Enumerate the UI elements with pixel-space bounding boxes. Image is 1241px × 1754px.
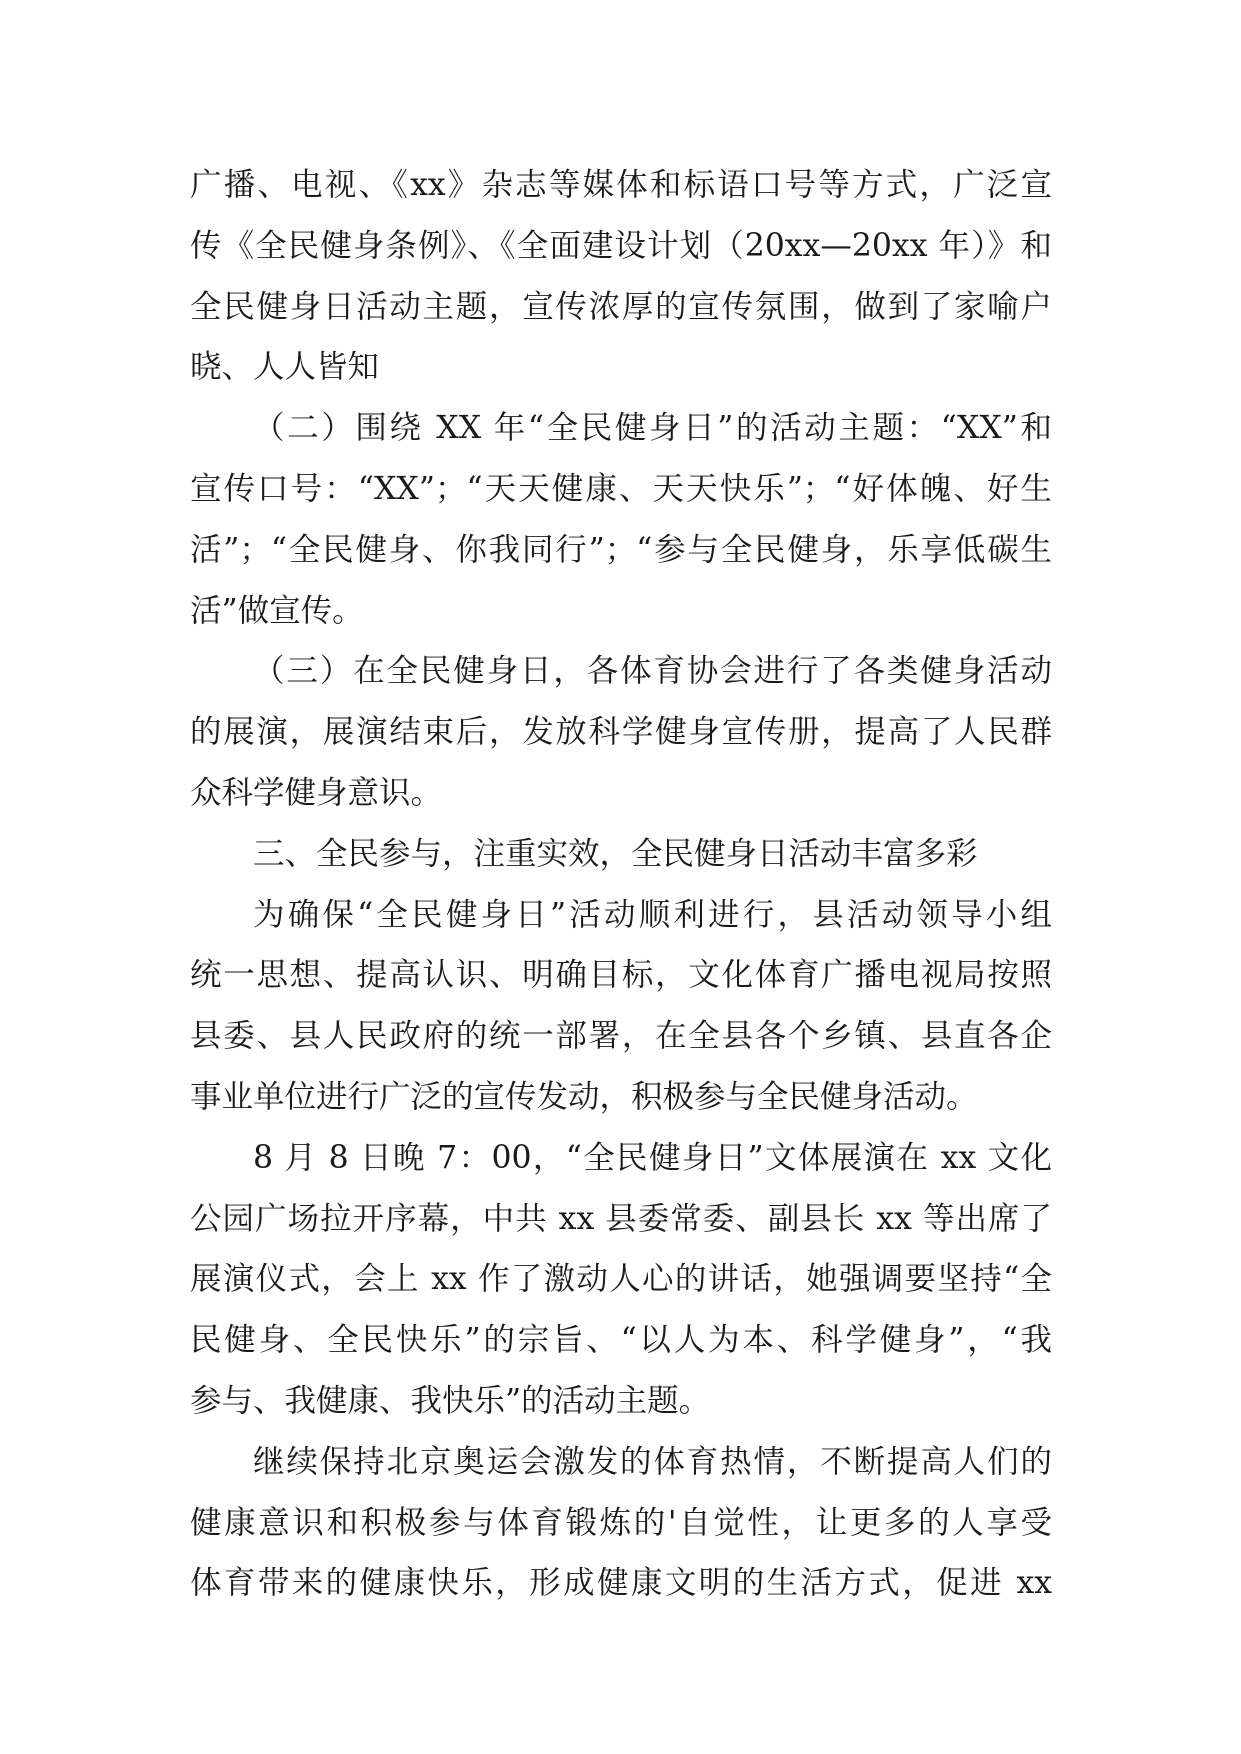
- text-line: 统一思想、提高认识、明确目标，文化体育广播电视局按照: [190, 957, 1052, 994]
- text-line: 继续保持北京奥运会激发的体育热情，不断提高人们的: [253, 1443, 1052, 1480]
- text-line: 民健身、全民快乐”的宗旨、“以人为本、科学健身”，“我: [190, 1322, 1052, 1359]
- text-line: 众科学健身意识。: [190, 774, 443, 811]
- text-line: 广播、电视、《xx》杂志等媒体和标语口号等方式，广泛宣: [190, 167, 1052, 203]
- text-line: 参与、我健康、我快乐”的活动主题。: [190, 1382, 711, 1419]
- document-body: [190, 155, 1052, 1614]
- paragraph: [190, 824, 1052, 885]
- text-line: （三）在全民健身日，各体育协会进行了各类健身活动: [253, 653, 1052, 690]
- text-line: 为确保“全民健身日”活动顺利进行，县活动领导小组: [253, 896, 1052, 933]
- text-line: 宣传口号：“XX”；“天天健康、天天快乐”；“好体魄、好生: [190, 470, 1052, 507]
- text-line: （二）围绕 XX 年“全民健身日”的活动主题：“XX”和: [253, 410, 1052, 447]
- paragraph: [190, 885, 1052, 1128]
- paragraph: [190, 641, 1052, 823]
- text-line: 活”做宣传。: [190, 592, 364, 629]
- text-line: 事业单位进行广泛的宣传发动，积极参与全民健身活动。: [190, 1078, 978, 1115]
- text-line: 8 月 8 日晚 7：00，“全民健身日”文体展演在 xx 文化: [253, 1139, 1052, 1176]
- text-line: 健康意识和积极参与体育锻炼的'自觉性，让更多的人享受: [190, 1504, 1052, 1541]
- text-line: 三、全民参与，注重实效，全民健身日活动丰富多彩: [253, 835, 978, 872]
- text-line: 全民健身日活动主题，宣传浓厚的宣传氛围，做到了家喻户: [190, 288, 1052, 325]
- text-line: 县委、县人民政府的统一部署，在全县各个乡镇、县直各企: [190, 1018, 1052, 1055]
- text-line: 公园广场拉开序幕，中共 xx 县委常委、副县长 xx 等出席了: [190, 1200, 1052, 1237]
- paragraph: [190, 398, 1052, 641]
- text-line: 晓、人人皆知: [190, 349, 380, 386]
- text-line: 体育带来的健康快乐，形成健康文明的生活方式，促进 xx: [190, 1565, 1052, 1602]
- text-line: 活”；“全民健身、你我同行”；“参与全民健身，乐享低碳生: [190, 531, 1052, 568]
- paragraph: [190, 1432, 1052, 1614]
- text-line: 的展演，展演结束后，发放科学健身宣传册，提高了人民群: [190, 714, 1052, 751]
- paragraph: [190, 1128, 1052, 1432]
- text-line: 传《全民健身条例》、《全面建设计划（20xx—20xx 年）》和: [190, 227, 1052, 264]
- paragraph: [190, 155, 1052, 398]
- text-line: 展演仪式，会上 xx 作了激动人心的讲话，她强调要坚持“全: [190, 1261, 1052, 1298]
